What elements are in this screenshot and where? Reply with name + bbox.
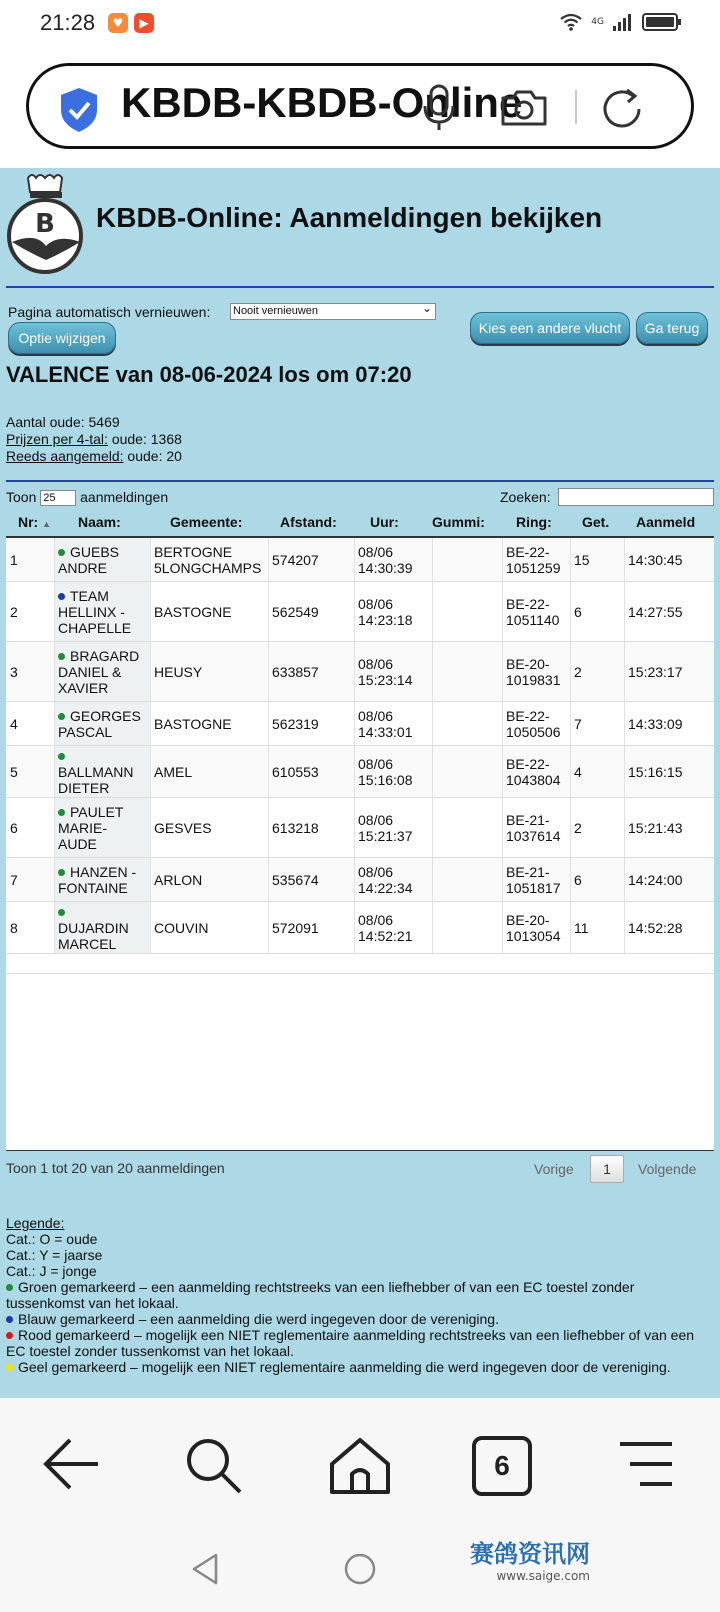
col-header-gummi[interactable]: Gummi: [432, 514, 485, 530]
cell-uur: 08/06 14:33:01 [358, 707, 413, 740]
legend-cat-o: Cat.: O = oude [6, 1231, 98, 1247]
col-header-naam[interactable]: Naam: [78, 514, 121, 530]
col-header-aanmeld[interactable]: Aanmeld [636, 514, 696, 530]
cell-afstand: 633857 [272, 663, 319, 680]
video-app-notification-icon: ▶ [134, 13, 154, 33]
column-divider [502, 746, 503, 797]
column-divider [150, 538, 151, 581]
column-divider [624, 746, 625, 797]
column-divider [502, 582, 503, 641]
status-dot-icon [58, 593, 65, 600]
column-divider [268, 746, 269, 797]
cell-nr: 1 [10, 551, 18, 568]
app-notification-icon: ♥ [108, 13, 128, 33]
table-row[interactable] [6, 746, 714, 798]
cell-ring: BE-20- 1013054 [506, 911, 561, 944]
cell-naam: GUEBS ANDRE [54, 538, 150, 581]
legend-green: Groen gemarkeerd – een aanmelding rechtstreeks van een liefhebber of van een EC toestel zonder tussenkomst van het lokaal. [6, 1279, 635, 1311]
browser-nav-bar [0, 1398, 720, 1530]
cell-afstand: 535674 [272, 871, 319, 888]
column-divider [432, 798, 433, 857]
cell-naam: BALLMANN DIETER [54, 746, 150, 797]
status-dot-icon [58, 753, 65, 760]
column-divider [150, 902, 151, 953]
table-row[interactable] [6, 902, 714, 954]
cell-nr: 7 [10, 871, 18, 888]
cell-gemeente: COUVIN [154, 919, 209, 936]
cell-uur: 08/06 14:52:21 [358, 911, 413, 944]
column-divider [570, 642, 571, 701]
cell-aanmeld: 14:52:28 [628, 919, 683, 936]
page-length-select[interactable]: 25 [40, 490, 76, 506]
column-divider [268, 582, 269, 641]
cell-aanmeld: 14:30:45 [628, 551, 683, 568]
green-dot-icon [6, 1284, 13, 1291]
cell-naam: BRAGARD DANIEL & XAVIER [54, 642, 150, 701]
cell-ring: BE-22- 1051140 [506, 595, 560, 628]
legend-title: Legende: [6, 1215, 65, 1231]
watermark: 赛鸽资讯网 www.saige.com [470, 1540, 590, 1583]
col-header-afstand[interactable]: Afstand: [280, 514, 337, 530]
refresh-select[interactable]: Nooit vernieuwen ⌄ [230, 303, 436, 320]
column-divider [268, 538, 269, 581]
column-divider [624, 642, 625, 701]
cell-afstand: 562319 [272, 715, 319, 732]
column-divider [54, 746, 55, 797]
column-divider [502, 902, 503, 953]
legend-cat-y: Cat.: Y = jaarse [6, 1247, 103, 1263]
cell-ring: BE-21- 1051817 [506, 863, 561, 896]
table-bottom-line [6, 1150, 714, 1151]
registered-link[interactable]: Reeds aangemeld: [6, 448, 124, 464]
cell-ring: BE-22- 1050506 [506, 707, 561, 740]
table-row[interactable] [6, 858, 714, 902]
column-divider [268, 902, 269, 953]
status-time: 21:28 [40, 10, 96, 35]
column-divider [54, 902, 55, 953]
column-divider [150, 858, 151, 901]
col-header-get[interactable]: Get. [582, 514, 610, 530]
search-label: Zoeken: [500, 489, 551, 505]
cell-afstand: 613218 [272, 819, 319, 836]
col-header-nr[interactable]: Nr: ▲ [18, 514, 52, 530]
column-divider [570, 902, 571, 953]
cell-ring: BE-21- 1037614 [506, 811, 561, 844]
cell-uur: 08/06 15:23:14 [358, 655, 413, 688]
kbdb-logo [6, 172, 84, 276]
column-divider [54, 702, 55, 745]
system-home-icon[interactable] [343, 1552, 377, 1586]
flight-title: VALENCE van 08-06-2024 los om 07:20 [6, 362, 412, 387]
status-dot-icon [58, 869, 65, 876]
cell-aanmeld: 14:33:09 [628, 715, 683, 732]
cell-naam: GEORGES PASCAL [54, 702, 150, 745]
cell-gemeente: HEUSY [154, 663, 203, 680]
cell-uur: 08/06 14:30:39 [358, 543, 413, 576]
prizes-link[interactable]: Prijzen per 4-tal: [6, 431, 108, 447]
cell-aanmeld: 15:23:17 [628, 663, 683, 680]
column-divider [570, 582, 571, 641]
yellow-dot-icon [6, 1364, 13, 1371]
refresh-label: Pagina automatisch vernieuwen: [8, 304, 211, 320]
legend [6, 1215, 706, 1375]
status-dot-icon [58, 713, 65, 720]
column-divider [502, 642, 503, 701]
cell-gummi [432, 746, 502, 797]
column-divider [354, 858, 355, 901]
table-row[interactable] [6, 954, 714, 974]
column-divider [354, 902, 355, 953]
blue-dot-icon [6, 1316, 13, 1323]
microphone-icon[interactable] [421, 84, 457, 132]
cell-gummi [432, 642, 502, 701]
show-suffix: aanmeldingen [80, 489, 169, 505]
page-number-button[interactable]: 1 [590, 1155, 624, 1183]
cell-nr: 2 [10, 603, 18, 620]
cell-nr: 5 [10, 763, 18, 780]
cell-gummi [432, 858, 502, 901]
column-divider [570, 798, 571, 857]
cell-aanmeld: 15:16:15 [628, 763, 683, 780]
column-divider [570, 702, 571, 745]
prizes-value: oude: 1368 [107, 431, 182, 447]
cell-gemeente: ARLON [154, 871, 203, 888]
column-divider [624, 902, 625, 953]
address-bar-divider [575, 90, 577, 124]
column-divider [354, 538, 355, 581]
column-divider [268, 798, 269, 857]
back-arrow-icon[interactable] [42, 1436, 100, 1492]
legend-yellow: Geel gemarkeerd – mogelijk een NIET reglementaire aanmelding die werd ingegeven door de vereniging. [6, 1359, 706, 1375]
cell-ring: BE-22- 1051259 [506, 543, 561, 576]
cell-get: 6 [574, 871, 582, 888]
column-divider [570, 858, 571, 901]
cell-get: 2 [574, 663, 582, 680]
camera-icon[interactable] [499, 88, 549, 128]
cell-naam: DUJARDIN MARCEL [54, 902, 150, 953]
column-divider [432, 538, 433, 581]
column-divider [570, 746, 571, 797]
column-divider [432, 746, 433, 797]
column-divider [54, 798, 55, 857]
column-divider [354, 798, 355, 857]
divider [6, 286, 714, 288]
cell-get: 2 [574, 819, 582, 836]
shield-icon [57, 86, 101, 134]
column-divider [432, 642, 433, 701]
cell-gemeente: AMEL [154, 763, 193, 780]
cell-nr: 6 [10, 819, 18, 836]
cell-aanmeld: 14:24:00 [628, 871, 683, 888]
table-row[interactable] [6, 798, 714, 858]
prizes-line [6, 431, 182, 447]
cell-uur: 08/06 15:16:08 [358, 755, 413, 788]
signal-icon [612, 12, 634, 32]
cell-gemeente: GESVES [154, 819, 212, 836]
column-divider [354, 642, 355, 701]
url-text[interactable]: KBDB-KBDB-Online [121, 79, 523, 126]
show-prefix: Toon [6, 489, 37, 505]
cell-gummi [432, 702, 502, 745]
cell-gummi [432, 902, 502, 953]
cell-afstand: 610553 [272, 763, 319, 780]
column-divider [432, 902, 433, 953]
cell-gummi [432, 538, 502, 581]
cell-nr: 8 [10, 919, 18, 936]
column-divider [502, 798, 503, 857]
column-divider [54, 538, 55, 581]
column-divider [570, 538, 571, 581]
menu-icon[interactable] [616, 1436, 676, 1492]
table-row[interactable] [6, 642, 714, 702]
column-divider [354, 702, 355, 745]
cell-uur: 08/06 15:21:37 [358, 811, 413, 844]
battery-icon [642, 12, 682, 32]
column-divider [624, 798, 625, 857]
column-divider [150, 798, 151, 857]
cell-ring: BE-22- 1043804 [506, 755, 561, 788]
svg-text:B: B [35, 209, 55, 239]
cell-get: 6 [574, 603, 582, 620]
address-bar[interactable] [26, 63, 694, 149]
cell-get: 7 [574, 715, 582, 732]
registered-line [6, 448, 182, 464]
legend-red: Rood gemarkeerd – mogelijk een NIET reglementaire aanmelding rechtstreeks van een liefhebber of van een EC toestel zonder tussenkomst van het lokaal. [6, 1327, 695, 1359]
table-row[interactable] [6, 582, 714, 642]
page-title: KBDB-Online: Aanmeldingen bekijken [96, 202, 603, 233]
column-divider [268, 858, 269, 901]
search-input[interactable] [558, 488, 714, 506]
next-page-button[interactable]: Volgende [638, 1161, 697, 1177]
cell-naam: PAULET MARIE- AUDE [54, 798, 150, 857]
column-divider [150, 746, 151, 797]
col-header-gemeente[interactable]: Gemeente: [170, 514, 243, 530]
network-type: 4G [591, 17, 604, 27]
cell-naam: HANZEN - FONTAINE [54, 858, 150, 901]
divider [6, 480, 714, 482]
previous-page-button[interactable]: Vorige [534, 1161, 574, 1177]
reload-icon[interactable] [597, 84, 647, 134]
col-header-uur[interactable]: Uur: [370, 514, 399, 530]
column-divider [150, 642, 151, 701]
change-option-button[interactable]: Optie wijzigen [8, 322, 116, 354]
choose-flight-button[interactable]: Kies een andere vlucht [470, 312, 630, 344]
column-divider [150, 702, 151, 745]
cell-uur: 08/06 14:23:18 [358, 595, 413, 628]
column-divider [354, 582, 355, 641]
cell-afstand: 562549 [272, 603, 319, 620]
registered-value: oude: 20 [123, 448, 182, 464]
column-divider [432, 582, 433, 641]
table-info: Toon 1 tot 20 van 20 aanmeldingen [6, 1160, 225, 1176]
cell-nr: 4 [10, 715, 18, 732]
table-row[interactable] [6, 538, 714, 582]
column-divider [624, 582, 625, 641]
column-divider [54, 582, 55, 641]
cell-get: 15 [574, 551, 590, 568]
column-divider [432, 702, 433, 745]
page-length-control [6, 489, 168, 506]
cell-gummi [432, 582, 502, 641]
search-icon[interactable] [184, 1436, 244, 1496]
column-divider [624, 702, 625, 745]
status-dot-icon [58, 809, 65, 816]
status-dot-icon [58, 549, 65, 556]
column-divider [624, 538, 625, 581]
column-divider [624, 858, 625, 901]
home-icon[interactable] [328, 1436, 392, 1496]
count-old: Aantal oude: 5469 [6, 414, 120, 430]
table-header [6, 510, 714, 536]
status-icons [559, 12, 682, 32]
table-body [6, 538, 714, 1150]
legend-blue: Blauw gemarkeerd – een aanmelding die werd ingegeven door de vereniging. [6, 1311, 706, 1327]
wifi-icon [559, 12, 583, 32]
cell-gemeente: BASTOGNE [154, 603, 232, 620]
status-bar [0, 0, 720, 50]
status-dot-icon [58, 909, 65, 916]
cell-aanmeld: 15:21:43 [628, 819, 683, 836]
system-back-icon[interactable] [190, 1552, 220, 1586]
column-divider [268, 702, 269, 745]
red-dot-icon [6, 1332, 13, 1339]
cell-naam: TEAM HELLINX - CHAPELLE [54, 582, 150, 641]
go-back-button[interactable]: Ga terug [636, 312, 708, 344]
web-page [0, 168, 720, 1398]
cell-gemeente: BASTOGNE [154, 715, 232, 732]
tabs-button[interactable]: 6 [472, 1436, 532, 1496]
cell-get: 4 [574, 763, 582, 780]
column-divider [268, 642, 269, 701]
cell-ring: BE-20- 1019831 [506, 655, 561, 688]
column-divider [502, 538, 503, 581]
cell-get: 11 [574, 919, 589, 936]
column-divider [502, 702, 503, 745]
column-divider [432, 858, 433, 901]
column-divider [354, 746, 355, 797]
column-divider [502, 858, 503, 901]
cell-nr: 3 [10, 663, 18, 680]
status-dot-icon [58, 653, 65, 660]
col-header-ring[interactable]: Ring: [516, 514, 552, 530]
cell-gemeente: BERTOGNE 5LONGCHAMPS [154, 543, 262, 576]
legend-cat-j: Cat.: J = jonge [6, 1263, 97, 1279]
system-nav-bar [0, 1530, 720, 1612]
cell-aanmeld: 14:27:55 [628, 603, 683, 620]
column-divider [54, 642, 55, 701]
cell-afstand: 572091 [272, 919, 319, 936]
table-row[interactable] [6, 702, 714, 746]
column-divider [150, 582, 151, 641]
cell-gummi [432, 798, 502, 857]
cell-uur: 08/06 14:22:34 [358, 863, 413, 896]
cell-afstand: 574207 [272, 551, 319, 568]
column-divider [54, 858, 55, 901]
